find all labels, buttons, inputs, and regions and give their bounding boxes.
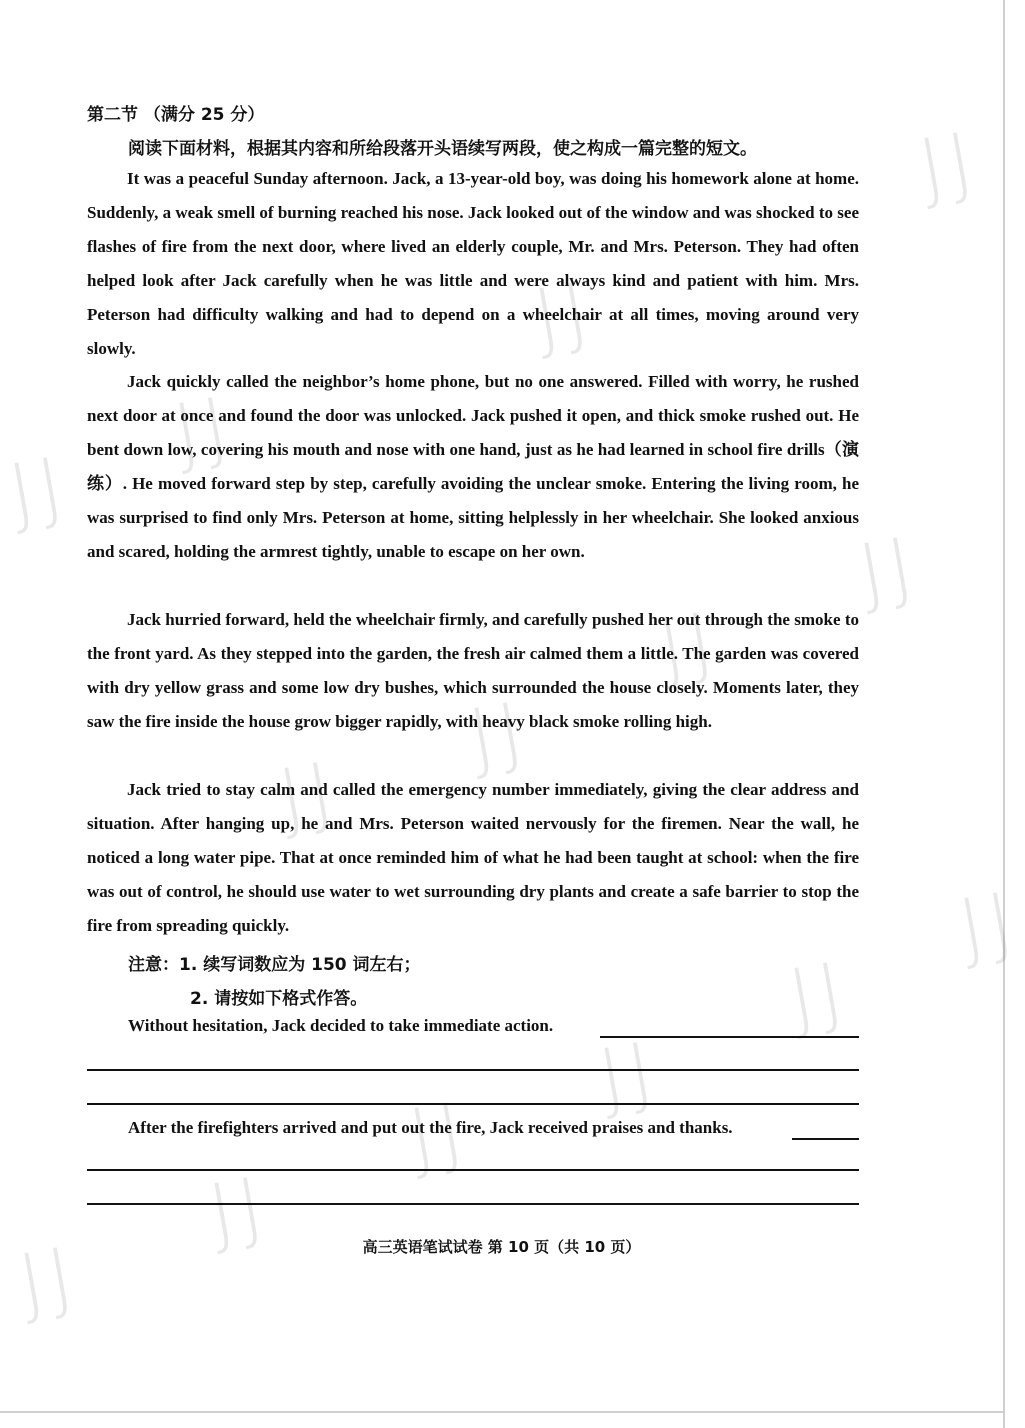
- watermark: JJ: [462, 685, 536, 785]
- paragraph-starter-1: Without hesitation, Jack decided to take immediate action.: [128, 1016, 554, 1035]
- watermark: JJ: [912, 115, 986, 215]
- watermark: JJ: [527, 265, 601, 365]
- answer-line[interactable]: [87, 1203, 859, 1205]
- watermark: JJ: [782, 945, 856, 1045]
- answer-blank[interactable]: [792, 1138, 859, 1140]
- passage-paragraph: It was a peaceful Sunday afternoon. Jack, a 13-year-old boy, was doing his homework alone at home. Suddenly, a weak smell of burning reached his nose. Jack looked out of the window and was shocked to see flashes of fire from the next door, where lived an elderly couple, Mr. and Mrs. Peterson. They had often helped look after Jack carefully when he was little and were always kind and patient with him. Mrs. Peterson had difficulty walking and had to depend on a wheelchair at all times, moving around very slowly.: [87, 169, 859, 358]
- passage-paragraph: Jack hurried forward, held the wheelchair firmly, and carefully pushed her out through the smoke to the front yard. As they stepped into the garden, the fresh air calmed them a little. The garden was covered with dry yellow grass and some low dry bushes, which surrounded the house closely. Moments later, they saw the fire inside the house grow bigger rapidly, with heavy black smoke rolling high.: [87, 610, 859, 731]
- instruction: 阅读下面材料，根据其内容和所给段落开头语续写两段，使之构成一篇完整的短文。: [128, 139, 757, 159]
- watermark: JJ: [592, 1025, 666, 1125]
- passage-paragraph: Jack quickly called the neighbor’s home phone, but no one answered. Filled with worry, he rushed next door at once and found the door was unlocked. Jack pushed it open, and thick smoke rushed out. He bent down low, covering his mouth and nose with one hand, just as he had learned in school fire drills（演练）. He moved forward step by step, carefully avoiding the unclear smoke. Entering the living room, he was surprised to find only Mrs. Peterson at home, sitting helplessly in her wheelchair. She looked anxious and scared, holding the armrest tightly, unable to escape on her own.: [87, 372, 859, 561]
- note-word-count: 注意：1. 续写词数应为 150 词左右；: [128, 955, 421, 975]
- watermark: JJ: [12, 1230, 86, 1330]
- watermark: JJ: [852, 520, 926, 620]
- page-edge-right: [1003, 0, 1005, 1428]
- section-heading: 第二节 （满分 25 分）: [87, 105, 265, 125]
- answer-line[interactable]: [87, 1069, 859, 1071]
- paragraph-starter-2: After the firefighters arrived and put out the fire, Jack received praises and thanks.: [128, 1118, 733, 1137]
- note-format: 2. 请按如下格式作答。: [190, 989, 368, 1009]
- passage-paragraph: Jack tried to stay calm and called the emergency number immediately, giving the clear address and situation. After hanging up, he and Mrs. Peterson waited nervously for the firemen. Near the wall, he noticed a long water pipe. That at once reminded him of what he had been taught at school: when the fire was out of control, he should use water to wet surrounding dry plants and create a safe barrier to stop the fire from spreading quickly.: [87, 780, 859, 935]
- watermark: JJ: [402, 1085, 476, 1185]
- page-footer: 高三英语笔试试卷 第 10 页（共 10 页）: [362, 1238, 641, 1256]
- watermark: JJ: [202, 1160, 276, 1260]
- answer-blank[interactable]: [600, 1036, 859, 1038]
- page-edge-bottom: [0, 1411, 1005, 1413]
- answer-line[interactable]: [87, 1169, 859, 1171]
- watermark: JJ: [652, 595, 726, 695]
- answer-line[interactable]: [87, 1103, 859, 1105]
- watermark: JJ: [167, 380, 241, 480]
- watermark: JJ: [2, 440, 76, 540]
- watermark: JJ: [952, 875, 1025, 975]
- watermark: JJ: [272, 745, 346, 845]
